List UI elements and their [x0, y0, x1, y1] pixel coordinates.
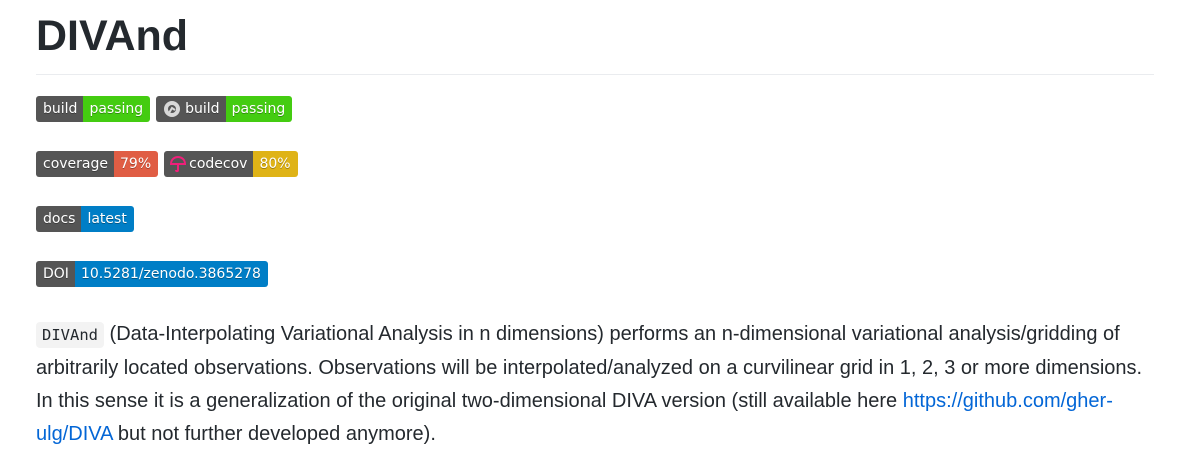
badge-value: 79% [114, 151, 158, 177]
badge-label: DOI [36, 261, 75, 287]
badge-label-group [156, 96, 225, 122]
coverage-badge-codecov[interactable] [164, 151, 297, 177]
badge-value: passing [226, 96, 293, 122]
badge-value: latest [81, 206, 133, 232]
badge-label: codecov [189, 156, 248, 172]
badge-value: 10.5281/zenodo.3865278 [75, 261, 268, 287]
readme-content [36, 0, 1154, 445]
badge-label: build [36, 96, 83, 122]
badge-label: docs [36, 206, 81, 232]
appveyor-icon [163, 100, 181, 118]
diva-repo-link[interactable]: https://github.com/gher-ulg/DIVA [36, 390, 1113, 445]
badge-value: passing [83, 96, 150, 122]
badge-value: 80% [253, 151, 297, 177]
codecov-umbrella-icon [169, 155, 187, 173]
coverage-badges-row [36, 151, 298, 177]
badge-label-group [164, 151, 253, 177]
project-description [36, 318, 1154, 451]
docs-badge[interactable] [36, 206, 134, 232]
coverage-badge-coveralls[interactable] [36, 151, 158, 177]
build-badge-travis[interactable] [36, 96, 150, 122]
inline-code-divand: DIVAnd [36, 322, 104, 348]
badge-label: coverage [36, 151, 114, 177]
doi-badge[interactable] [36, 261, 268, 287]
page-title: DIVAnd [36, 0, 1154, 75]
build-badge-appveyor[interactable] [156, 96, 292, 122]
description-text-start: (Data-Interpolating Variational Analysis in n dimensions) performs an n-dimensional variational analysis/gridding of arbitrarily located observations. Observations will be interpolated/analyzed on a curvilinear grid in 1, 2, 3 or more dimensions. In this sense it is a generalization of the original two-dimensional DIVA version (still available here [36, 323, 1143, 412]
badge-label: build [185, 101, 220, 117]
docs-badges-row [36, 206, 134, 232]
build-badges-row [36, 96, 292, 122]
doi-badges-row [36, 261, 268, 287]
description-text-end: but not further developed anymore). [112, 423, 436, 445]
